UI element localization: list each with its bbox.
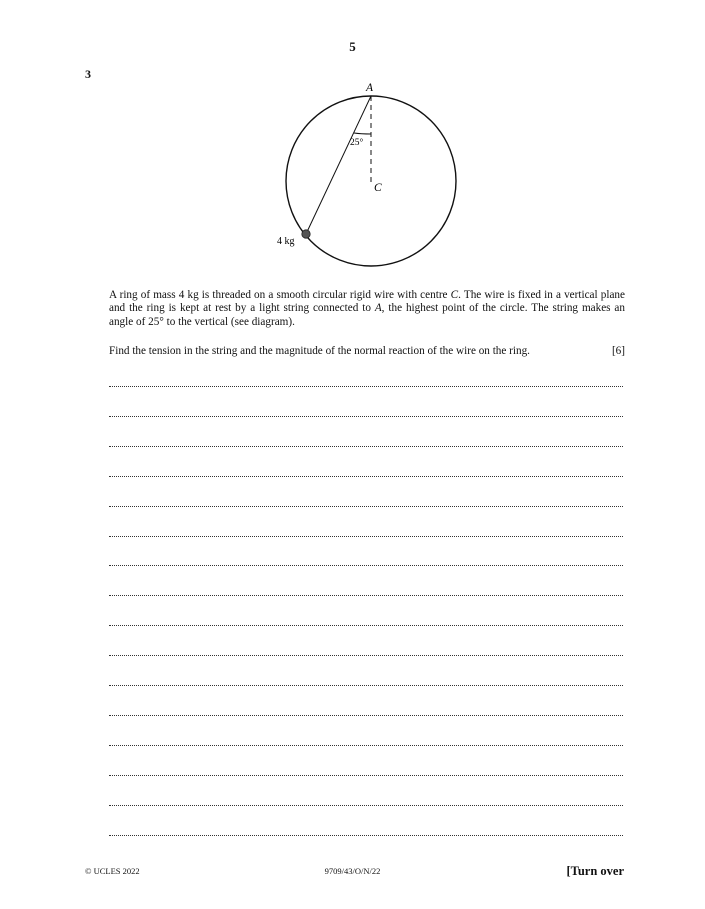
centre-c-ref: C bbox=[450, 289, 459, 301]
answer-line[interactable] bbox=[109, 655, 623, 656]
page-number: 5 bbox=[349, 39, 356, 54]
angle-arc bbox=[354, 133, 371, 134]
answer-line[interactable] bbox=[109, 506, 623, 507]
answer-line[interactable] bbox=[109, 745, 623, 746]
ring-mass-marker bbox=[302, 230, 310, 238]
answer-line[interactable] bbox=[109, 835, 623, 836]
answer-line[interactable] bbox=[109, 685, 623, 686]
point-a-ref: A bbox=[374, 302, 382, 315]
answer-line[interactable] bbox=[109, 536, 623, 537]
answer-line[interactable] bbox=[109, 715, 623, 716]
turn-over-label: [Turn over bbox=[566, 864, 624, 878]
answer-line[interactable] bbox=[109, 565, 623, 566]
answer-line[interactable] bbox=[109, 416, 623, 417]
answer-line[interactable] bbox=[109, 625, 623, 626]
answer-line[interactable] bbox=[109, 476, 623, 477]
answer-line[interactable] bbox=[109, 775, 623, 776]
question-text: A ring of mass 4 kg is threaded on a smooth circular rigid wire with centre C. The wire is fixed in a vertical plane and the ring is kept at rest by a light string connected to A, the highest point of the circle. The string makes an angle of 25° to the vertical (see diagram). bbox=[109, 289, 625, 328]
answer-line[interactable] bbox=[109, 386, 623, 387]
answer-line[interactable] bbox=[109, 595, 623, 596]
footer bbox=[0, 864, 705, 880]
ring-on-wire-diagram bbox=[0, 0, 705, 300]
footer-paper-code: 9709/43/O/N/22 bbox=[324, 866, 381, 876]
answer-line[interactable] bbox=[109, 446, 623, 447]
angle-label: 25° bbox=[350, 138, 364, 148]
mass-label: 4 kg bbox=[277, 236, 295, 247]
centre-label: C bbox=[374, 182, 382, 194]
task-row bbox=[109, 345, 625, 358]
point-a-label: A bbox=[366, 82, 374, 94]
footer-copyright: © UCLES 2022 bbox=[85, 866, 140, 876]
answer-line[interactable] bbox=[109, 805, 623, 806]
task-text: Find the tension in the string and the magnitude of the normal reaction of the wire on the ring. bbox=[109, 345, 530, 357]
marks-allocation: [6] bbox=[611, 345, 625, 357]
question-number: 3 bbox=[85, 67, 91, 81]
